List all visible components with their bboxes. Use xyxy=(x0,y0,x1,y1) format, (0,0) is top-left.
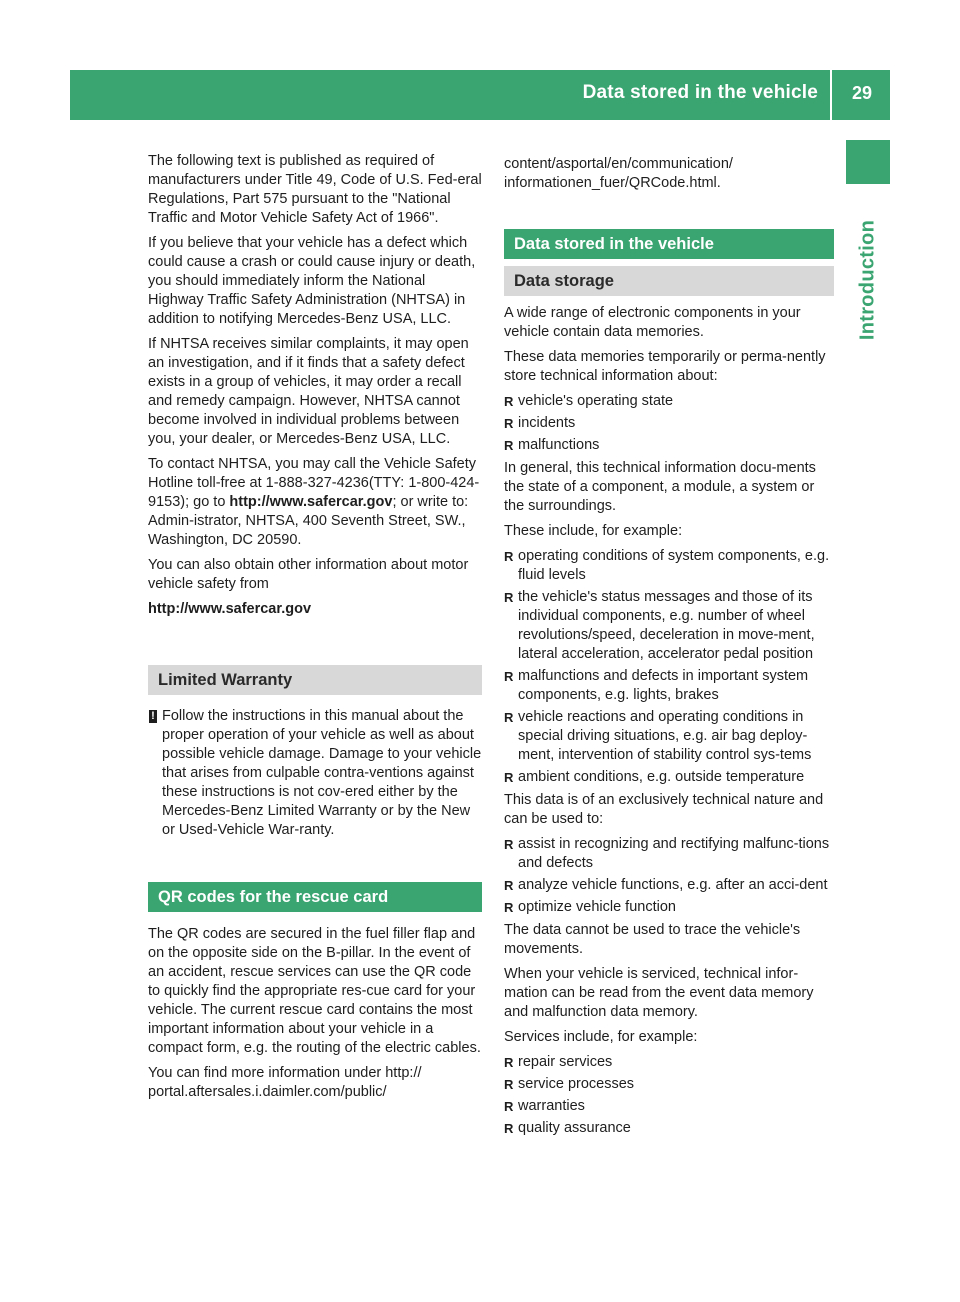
bullet-icon: R xyxy=(504,837,514,852)
bullet-icon: R xyxy=(504,878,514,893)
list-item-text: service processes xyxy=(518,1076,635,1092)
paragraph: When your vehicle is serviced, technical infor-mation can be read from the event data memory and malfunction data memory. xyxy=(504,966,814,1020)
spacer xyxy=(148,912,482,925)
paragraph: The data cannot be used to trace the vehicle's movements. xyxy=(504,922,801,957)
warning-icon: ! xyxy=(149,710,157,723)
bullet-icon: R xyxy=(504,1099,514,1114)
page-number: 29 xyxy=(851,83,873,103)
paragraph: Services include, for example: xyxy=(504,1029,698,1045)
warning-text: Follow the instructions in this manual about the proper operation of your vehicle as well as about possible vehicle damage. Damage to your vehicle that arises from culpable contra-ventions against these instructions is not cov-ered either by the Mercedes-Benz Limited Warranty or by the New or Used-Vehicle War-ranty. xyxy=(162,708,482,838)
paragraph: If you believe that your vehicle has a defect which could cause a crash or could cause injury or death, you should immediately inform the National Highway Traffic Safety Administration (NHTSA) in addition to notifying Mercedes-Benz USA, LLC. xyxy=(148,235,476,327)
list-item xyxy=(504,392,834,411)
paragraph: These data memories temporarily or perma-nently store technical information about: xyxy=(504,349,826,384)
list-item xyxy=(504,1053,834,1072)
bullet-icon: R xyxy=(504,394,514,409)
list-item xyxy=(504,547,834,585)
list-item xyxy=(504,898,834,917)
text: To contact NHTSA, you may call the Vehicle Safety Hotline toll-free at 1-888-327-4236(TTY: 1-800-424-9153); go to xyxy=(148,456,480,510)
data-stored-heading: Data stored in the vehicle xyxy=(504,229,834,259)
data-storage-heading: Data storage xyxy=(504,266,834,296)
paragraph-url-continued: content/asportal/en/communication/ informationen_fuer/QRCode.html. xyxy=(504,156,733,191)
bullet-list xyxy=(504,392,834,455)
limited-warranty-heading: Limited Warranty xyxy=(148,665,482,695)
list-item xyxy=(504,588,834,664)
paragraph: This data is of an exclusively technical nature and can be used to: xyxy=(504,792,824,827)
list-item xyxy=(504,876,834,895)
bullet-icon: R xyxy=(504,1121,514,1136)
header-title: Data stored in the vehicle xyxy=(582,82,818,103)
paragraph: You can find more information under http:// portal.aftersales.i.daimler.com/public/ xyxy=(148,1065,422,1100)
list-item xyxy=(504,1075,834,1094)
list-item xyxy=(504,708,834,765)
list-item-text: vehicle's operating state xyxy=(518,393,674,409)
list-item-text: quality assurance xyxy=(518,1120,631,1136)
paragraph: You can also obtain other information about motor vehicle safety from xyxy=(148,557,469,592)
paragraph: The following text is published as required of manufacturers under Title 49, Code of U.S. Fed-eral Regulations, Part 575 pursuant to the "National Traffic and Motor Vehicle Safety Act of 1966". xyxy=(148,153,482,226)
page-header xyxy=(70,70,890,120)
list-item xyxy=(504,436,834,455)
bullet-icon: R xyxy=(504,1055,514,1070)
header-separator xyxy=(830,70,832,120)
bullet-icon: R xyxy=(504,438,514,453)
warning-note xyxy=(148,707,482,840)
list-item-text: ambient conditions, e.g. outside temperature xyxy=(518,769,805,785)
list-item-text: operating conditions of system components, e.g. fluid levels xyxy=(518,548,830,583)
list-item xyxy=(504,667,834,705)
paragraph-nhtsa-contact xyxy=(148,455,482,550)
paragraph: These include, for example: xyxy=(504,523,683,539)
list-item-text: malfunctions xyxy=(518,437,600,453)
right-column xyxy=(504,155,834,1142)
list-item-text: malfunctions and defects in important system components, e.g. lights, brakes xyxy=(518,668,809,703)
side-tab xyxy=(846,200,890,360)
text: ; or write to: Admin-istrator, NHTSA, 400 Seventh Street, SW., Washington, DC 20590. xyxy=(148,494,469,548)
list-item-text: analyze vehicle functions, e.g. after an acci-dent xyxy=(518,877,828,893)
bullet-list xyxy=(504,547,834,787)
list-item xyxy=(504,1097,834,1116)
list-item xyxy=(504,414,834,433)
paragraph: In general, this technical information docu-ments the state of a component, a module, a system or the surroundings. xyxy=(504,460,816,514)
paragraph: A wide range of electronic components in your vehicle contain data memories. xyxy=(504,305,801,340)
spacer xyxy=(148,846,482,882)
spacer xyxy=(504,199,834,229)
bullet-list xyxy=(504,1053,834,1138)
list-item xyxy=(504,835,834,873)
side-tab-label: Introduction xyxy=(856,219,879,341)
safercar-link[interactable]: http://www.safercar.gov xyxy=(148,601,312,617)
bullet-icon: R xyxy=(504,416,514,431)
bullet-icon: R xyxy=(504,549,514,564)
list-item-text: the vehicle's status messages and those of its individual components, e.g. number of wheel revolutions/speed, deceleration in move-ment, lateral acceleration, accelerator pedal position xyxy=(518,589,815,662)
paragraph-link xyxy=(148,600,482,619)
list-item-text: assist in recognizing and rectifying malfunc-tions and defects xyxy=(518,836,830,871)
spacer xyxy=(504,296,834,304)
bullet-icon: R xyxy=(504,900,514,915)
bullet-icon: R xyxy=(504,770,514,785)
bullet-icon: R xyxy=(504,590,514,605)
chapter-marker xyxy=(846,140,890,184)
bullet-icon: R xyxy=(504,1077,514,1092)
list-item xyxy=(504,1119,834,1138)
list-item xyxy=(504,768,834,787)
paragraph: If NHTSA receives similar complaints, it may open an investigation, and if it finds that a safety defect exists in a group of vehicles, it may order a recall and remedy campaign. However, NHTSA cannot become involved in individual problems between you, your dealer, or Mercedes-Benz USA, LLC. xyxy=(148,336,469,447)
paragraph: The QR codes are secured in the fuel filler flap and on the opposite side on the B-pillar. In the event of an accident, rescue services can use the QR code to quickly find the appropriate res-cue card for your vehicle. The current rescue card contains the most important information about your vehicle in a compact form, e.g. the routing of the electric cables. xyxy=(148,926,481,1056)
list-item-text: warranties xyxy=(518,1098,585,1114)
list-item-text: repair services xyxy=(518,1054,613,1070)
list-item-text: optimize vehicle function xyxy=(518,899,676,915)
spacer xyxy=(504,259,834,266)
spacer xyxy=(148,695,482,707)
list-item-text: incidents xyxy=(518,415,576,431)
list-item-text: vehicle reactions and operating conditions in special driving situations, e.g. air bag deploy-ment, intervention of stability control sys-tems xyxy=(518,709,812,763)
safercar-link[interactable]: http://www.safercar.gov xyxy=(229,494,393,510)
spacer xyxy=(148,625,482,665)
bullet-icon: R xyxy=(504,669,514,684)
bullet-icon: R xyxy=(504,710,514,725)
left-column xyxy=(148,152,482,1108)
bullet-list xyxy=(504,835,834,917)
qr-codes-heading: QR codes for the rescue card xyxy=(148,882,482,912)
